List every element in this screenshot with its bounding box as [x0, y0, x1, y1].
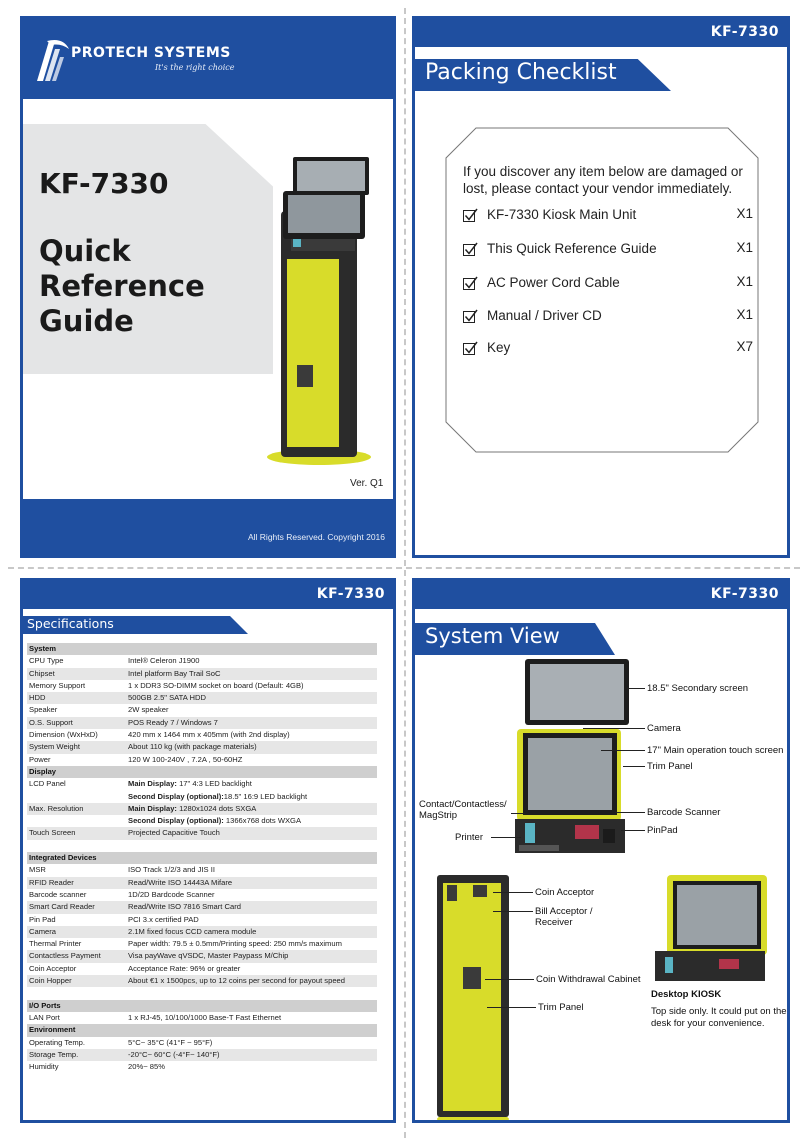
- leader-line: [493, 892, 533, 893]
- spec-value: 2.1M fixed focus CCD camera module: [128, 926, 257, 936]
- kiosk-top-diagram: [515, 657, 635, 857]
- spec-key: Contactless Payment: [29, 951, 101, 961]
- spec-key: RFID Reader: [29, 877, 74, 887]
- spec-value: About €1 x 1500pcs, up to 12 coins per second for payout speed: [128, 976, 345, 986]
- callout-bill-acceptor: Bill Acceptor / Receiver: [535, 906, 593, 928]
- spec-key: Max. Resolution: [29, 803, 84, 813]
- spec-value: Read/Write ISO 14443A Mifare: [128, 877, 233, 887]
- protech-logo-icon: [33, 35, 71, 83]
- checkbox-icon: [463, 309, 478, 324]
- leader-line: [601, 750, 645, 751]
- spec-key: CPU Type: [29, 656, 64, 666]
- spec-key: Speaker: [29, 705, 58, 715]
- cover-title-line: Quick: [39, 234, 131, 268]
- checklist-item: [463, 274, 753, 294]
- cover-title-line: Reference: [39, 269, 205, 303]
- spec-key: O.S. Support: [29, 717, 73, 727]
- checkbox-icon: [463, 341, 478, 356]
- spec-row: [27, 1049, 377, 1061]
- spec-value: POS Ready 7 / Windows 7: [128, 717, 218, 727]
- spec-value: Paper width: 79.5 ± 0.5mm/Printing speed: 250 mm/s maximum: [128, 939, 342, 949]
- spec-value: -20°C~ 60°C (-4°F~ 140°F): [128, 1049, 220, 1059]
- spec-value: [128, 778, 252, 790]
- spec-row: [27, 815, 377, 827]
- spec-key: MSR: [29, 865, 46, 875]
- checklist-item-label: Manual / Driver CD: [487, 308, 602, 323]
- spec-section-header: [27, 1000, 377, 1012]
- brand-tagline: It's the right choice: [155, 63, 235, 72]
- spec-section-header: [27, 1024, 377, 1036]
- callout-main-screen: 17" Main operation touch screen: [647, 745, 784, 756]
- spec-row: [27, 741, 377, 753]
- spec-key: Pin Pad: [29, 914, 56, 924]
- spec-key: Camera: [29, 926, 57, 936]
- packing-notice: If you discover any item below are damaged or lost, please contact your vendor immediately.: [463, 164, 743, 196]
- leader-line: [493, 911, 533, 912]
- specifications-panel: [20, 578, 396, 1123]
- checklist-item-qty: X1: [736, 240, 753, 255]
- checkbox-icon: [463, 242, 478, 257]
- spec-key: Operating Temp.: [29, 1037, 85, 1047]
- callout-contactless: Contact/Contactless/ MagStrip: [419, 799, 507, 821]
- checklist-item: [463, 206, 753, 226]
- desktop-kiosk-title: Desktop KIOSK: [651, 989, 722, 1000]
- spec-value: [128, 815, 301, 827]
- callout-pinpad: PinPad: [647, 825, 678, 836]
- spec-row: [27, 827, 377, 839]
- spec-key: Storage Temp.: [29, 1049, 79, 1059]
- spec-value-emphasis: Second Display (optional):: [128, 816, 224, 826]
- checklist-item-label: This Quick Reference Guide: [487, 241, 657, 256]
- spec-key: Barcode scanner: [29, 889, 87, 899]
- checklist-item-qty: X7: [736, 339, 753, 354]
- spec-row: [27, 889, 377, 901]
- spec-row: [27, 987, 377, 999]
- panel-header: [23, 581, 393, 609]
- spec-value: 1D/2D Bardcode Scanner: [128, 889, 215, 899]
- checklist-item: [463, 307, 753, 327]
- spec-key: Coin Acceptor: [29, 963, 77, 973]
- specs-table: [27, 643, 377, 1073]
- checklist-item-qty: X1: [736, 206, 753, 221]
- spec-row: [27, 803, 377, 815]
- desktop-kiosk-description: Top side only. It could put on the desk for your convenience.: [651, 1006, 787, 1029]
- spec-key: Memory Support: [29, 680, 86, 690]
- spec-value: Visa payWave qVSDC, Master Paypass M/Chip: [128, 951, 289, 961]
- desktop-kiosk-image: [651, 875, 771, 985]
- checklist-item: [463, 339, 753, 359]
- leader-line: [623, 766, 645, 767]
- spec-key: Chipset: [29, 668, 55, 678]
- spec-key: Smart Card Reader: [29, 902, 95, 912]
- spec-row: [27, 914, 377, 926]
- callout-trim-panel-bottom: Trim Panel: [538, 1002, 584, 1013]
- spec-value: 2W speaker: [128, 705, 169, 715]
- spec-key: Touch Screen: [29, 828, 76, 838]
- callout-secondary-screen: 18.5" Secondary screen: [647, 683, 749, 694]
- spec-value-text: 17" 4:3 LED backlight: [176, 779, 252, 789]
- spec-value: Intel platform Bay Trail SoC: [128, 668, 221, 678]
- callout-camera: Camera: [647, 723, 681, 734]
- spec-row: [27, 668, 377, 680]
- spec-row: [27, 680, 377, 692]
- spec-key: Dimension (WxHxD): [29, 730, 98, 740]
- spec-key: Thermal Printer: [29, 939, 82, 949]
- cover-header: [23, 19, 393, 99]
- checklist-item-label: AC Power Cord Cable: [487, 275, 620, 290]
- spec-row: [27, 938, 377, 950]
- spec-row: [27, 1061, 377, 1073]
- spec-key: Power: [29, 754, 51, 764]
- spec-key: HDD: [29, 693, 46, 703]
- fold-guide-horizontal: [8, 567, 800, 569]
- callout-printer: Printer: [455, 832, 483, 843]
- spec-value-text: 1280x1024 dots SXGA: [176, 803, 257, 813]
- leader-line: [615, 812, 645, 813]
- spec-row: [27, 963, 377, 975]
- spec-row: [27, 840, 377, 852]
- callout-barcode-scanner: Barcode Scanner: [647, 807, 721, 818]
- spec-value: 500GB 2.5" SATA HDD: [128, 693, 206, 703]
- spec-value-text: 1366x768 dots WXGA: [223, 816, 302, 826]
- spec-row: [27, 692, 377, 704]
- spec-value: 1 x RJ-45, 10/100/1000 Base-T Fast Ethernet: [128, 1012, 282, 1022]
- callout-coin-withdrawal: Coin Withdrawal Cabinet: [536, 974, 641, 985]
- checklist-item: [463, 240, 753, 260]
- spec-key: LCD Panel: [29, 779, 66, 789]
- spec-row: [27, 791, 377, 803]
- spec-value: 1 x DDR3 SO-DIMM socket on board (Default: 4GB): [128, 680, 304, 690]
- callout-coin-acceptor: Coin Acceptor: [535, 887, 595, 898]
- specs-title: Specifications: [27, 616, 114, 631]
- system-view-title: System View: [425, 624, 560, 648]
- spec-row: [27, 754, 377, 766]
- spec-row: [27, 950, 377, 962]
- checklist-item-qty: X1: [736, 307, 753, 322]
- cover-footer: [23, 499, 393, 558]
- spec-key: Humidity: [29, 1062, 59, 1072]
- checkbox-icon: [463, 208, 478, 223]
- kiosk-cabinet-diagram: [435, 875, 510, 1123]
- cover-panel: [20, 16, 396, 558]
- spec-value-emphasis: Main Display:: [128, 803, 177, 813]
- spec-value: 120 W 100-240V , 7.2A , 50-60HZ: [128, 754, 243, 764]
- brand-name: PROTECH SYSTEMS: [71, 45, 231, 61]
- spec-key: I/O Ports: [29, 1000, 61, 1010]
- spec-value: 5°C~ 35°C (41°F ~ 95°F): [128, 1037, 213, 1047]
- spec-value-text: 18.5" 16:9 LED backlight: [223, 791, 308, 801]
- leader-line: [621, 830, 645, 831]
- spec-value: 20%~ 85%: [128, 1062, 165, 1072]
- spec-row: [27, 864, 377, 876]
- spec-section-header: [27, 643, 377, 655]
- panel-header: [415, 19, 787, 47]
- spec-value: 420 mm x 1464 mm x 405mm (with 2nd display): [128, 730, 290, 740]
- spec-key: Integrated Devices: [29, 853, 97, 863]
- spec-row: [27, 1037, 377, 1049]
- leader-line: [511, 813, 525, 814]
- spec-row: [27, 717, 377, 729]
- leader-line: [627, 688, 645, 689]
- spec-value: [128, 791, 307, 803]
- spec-value-emphasis: Main Display:: [128, 779, 177, 789]
- spec-key: Environment: [29, 1025, 76, 1035]
- checklist-item-label: Key: [487, 340, 511, 355]
- spec-row: [27, 901, 377, 913]
- leader-line: [487, 1007, 536, 1008]
- spec-section-header: [27, 852, 377, 864]
- spec-value: [128, 803, 256, 815]
- spec-value: About 110 kg (with package materials): [128, 742, 257, 752]
- panel-header: [415, 581, 787, 609]
- fold-guide-vertical: [404, 8, 406, 1138]
- kiosk-product-image: [253, 135, 393, 475]
- packing-title: Packing Checklist: [425, 60, 617, 85]
- spec-value: Projected Capacitive Touch: [128, 828, 220, 838]
- spec-value: Read/Write ISO 7816 Smart Card: [128, 902, 241, 912]
- cover-model: KF-7330: [39, 167, 169, 200]
- spec-row: [27, 729, 377, 741]
- packing-panel: [412, 16, 790, 558]
- spec-value: Intel® Celeron J1900: [128, 656, 200, 666]
- spec-key: LAN Port: [29, 1012, 60, 1022]
- cover-version: Ver. Q1: [350, 478, 384, 489]
- spec-section-header: [27, 766, 377, 778]
- spec-key: System Weight: [29, 742, 80, 752]
- header-model: KF-7330: [316, 586, 385, 602]
- spec-row: [27, 975, 377, 987]
- checklist-item-label: KF-7330 Kiosk Main Unit: [487, 207, 637, 222]
- callout-trim-panel: Trim Panel: [647, 761, 693, 772]
- cover-title: [39, 234, 205, 339]
- spec-row: [27, 877, 377, 889]
- spec-row: [27, 655, 377, 667]
- spec-key: Coin Hopper: [29, 976, 72, 986]
- spec-row: [27, 778, 377, 790]
- spec-row: [27, 1012, 377, 1024]
- leader-line: [491, 837, 521, 838]
- header-model: KF-7330: [710, 24, 779, 40]
- checkbox-icon: [463, 276, 478, 291]
- spec-row: [27, 704, 377, 716]
- spec-value: ISO Track 1/2/3 and JIS II: [128, 865, 215, 875]
- spec-value: PCI 3.x certified PAD: [128, 914, 199, 924]
- checklist-item-qty: X1: [736, 274, 753, 289]
- spec-value-emphasis: Second Display (optional):: [128, 791, 224, 801]
- header-model: KF-7330: [710, 586, 779, 602]
- spec-key: System: [29, 644, 57, 653]
- spec-key: Display: [29, 766, 57, 776]
- system-view-panel: [412, 578, 790, 1123]
- copyright-text: All Rights Reserved. Copyright 2016: [247, 532, 385, 542]
- spec-value: Acceptance Rate: 96% or greater: [128, 963, 241, 973]
- spec-row: [27, 926, 377, 938]
- cover-title-line: Guide: [39, 304, 134, 338]
- leader-line: [583, 728, 645, 729]
- leader-line: [485, 979, 534, 980]
